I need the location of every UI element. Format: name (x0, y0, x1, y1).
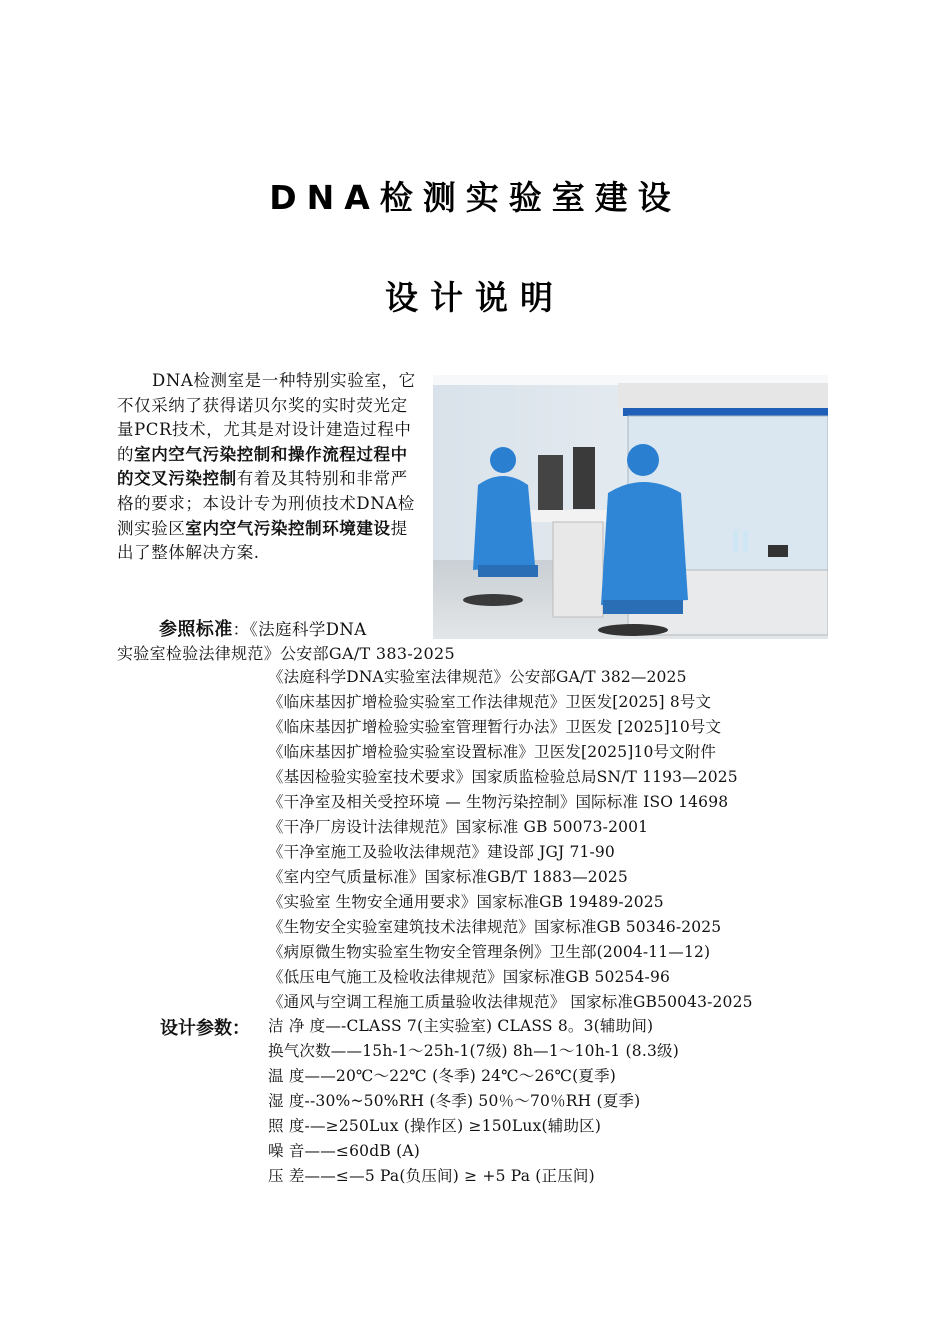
reference-item: 《基因检验实验室技术要求》国家质监检验总局SN/T 1193—2025 (268, 768, 738, 786)
parameter-row: 洁 净 度—-CLASS 7(主实验室) CLASS 8。3(辅助间) (268, 1017, 654, 1035)
lab-photo (433, 375, 828, 639)
lab-photo-illustration (433, 375, 828, 639)
reference-item: 《低压电气施工及检收法律规范》国家标准GB 50254-96 (268, 968, 670, 986)
parameter-row: 温 度——20℃～22℃ (冬季) 24℃～26℃(夏季) (268, 1067, 617, 1085)
parameter-row: 照 度-—≥250Lux (操作区) ≥150Lux(辅助区) (268, 1117, 602, 1135)
intro-bold-2: 室内空气污染控制环境建设 (185, 518, 391, 538)
parameter-row: 噪 音——≤60dB (A) (268, 1142, 420, 1160)
reference-item: 《通风与空调工程施工质量验收法律规范》 国家标准GB50043-2025 (268, 993, 753, 1011)
references-first-part1: ：《法庭科学DNA (232, 620, 367, 639)
reference-item: 《干净室施工及验收法律规范》建设部 JGJ 71-90 (268, 843, 615, 861)
reference-item: 《干净厂房设计法律规范》国家标准 GB 50073-2001 (268, 818, 649, 836)
parameter-row: 湿 度--30%~50%RH (冬季) 50％～70％RH (夏季) (268, 1092, 641, 1110)
references-label: 参照标准 (159, 619, 233, 640)
references-first-part2: 实验室检验法律规范》公安部GA/T 383-2025 (117, 644, 455, 663)
reference-item: 《临床基因扩增检验实验室设置标准》卫医发[2025]10号文附件 (268, 743, 717, 761)
intro-bold-1: 室内空气污染控制和操作流程过程中的交叉污染控制 (117, 444, 408, 489)
reference-item: 《实验室 生物安全通用要求》国家标准GB 19489-2025 (268, 893, 664, 911)
reference-item: 《临床基因扩增检验实验室工作法律规范》卫医发[2025] 8号文 (268, 693, 712, 711)
references-list (268, 665, 753, 1015)
intro-text-2: 有着及其特别和非常严格的要求；本设计专为刑侦技术DNA检测实验区 (117, 469, 415, 538)
intro-text-3: 提出了整体解决方案. (117, 518, 408, 563)
intro-paragraph (117, 369, 421, 566)
reference-item: 《干净室及相关受控环境 — 生物污染控制》国际标准 ISO 14698 (268, 793, 729, 811)
parameters-list (268, 1014, 679, 1189)
parameter-row: 压 差——≤—5 Pa(负压间) ≥ +5 Pa (正压间) (268, 1167, 595, 1185)
parameter-row: 换气次数——15h-1～25h-1(7级) 8h—1～10h-1 (8.3级) (268, 1042, 679, 1060)
reference-item: 《生物安全实验室建筑技术法律规范》国家标准GB 50346-2025 (268, 918, 722, 936)
intro-text-1: DNA检测室是一种特别实验室，它不仅采纳了获得诺贝尔奖的实时荧光定量PCR技术，尤其是对设计建造过程中的 (117, 371, 416, 464)
reference-item: 《临床基因扩增检验实验室管理暂行办法》卫医发 [2025]10号文 (268, 718, 722, 736)
reference-item: 《病原微生物实验室生物安全管理条例》卫生部(2004-11—12) (268, 943, 711, 961)
references-heading (117, 618, 427, 642)
document-subtitle: 设计说明 (385, 278, 565, 317)
reference-item: 《室内空气质量标准》国家标准GB/T 1883—2025 (268, 868, 628, 886)
parameters-label: 设计参数： (160, 1018, 250, 1039)
document-title: DNA检测实验室建设 (269, 178, 681, 217)
reference-item: 《法庭科学DNA实验室法律规范》公安部GA/T 382—2025 (268, 668, 687, 686)
